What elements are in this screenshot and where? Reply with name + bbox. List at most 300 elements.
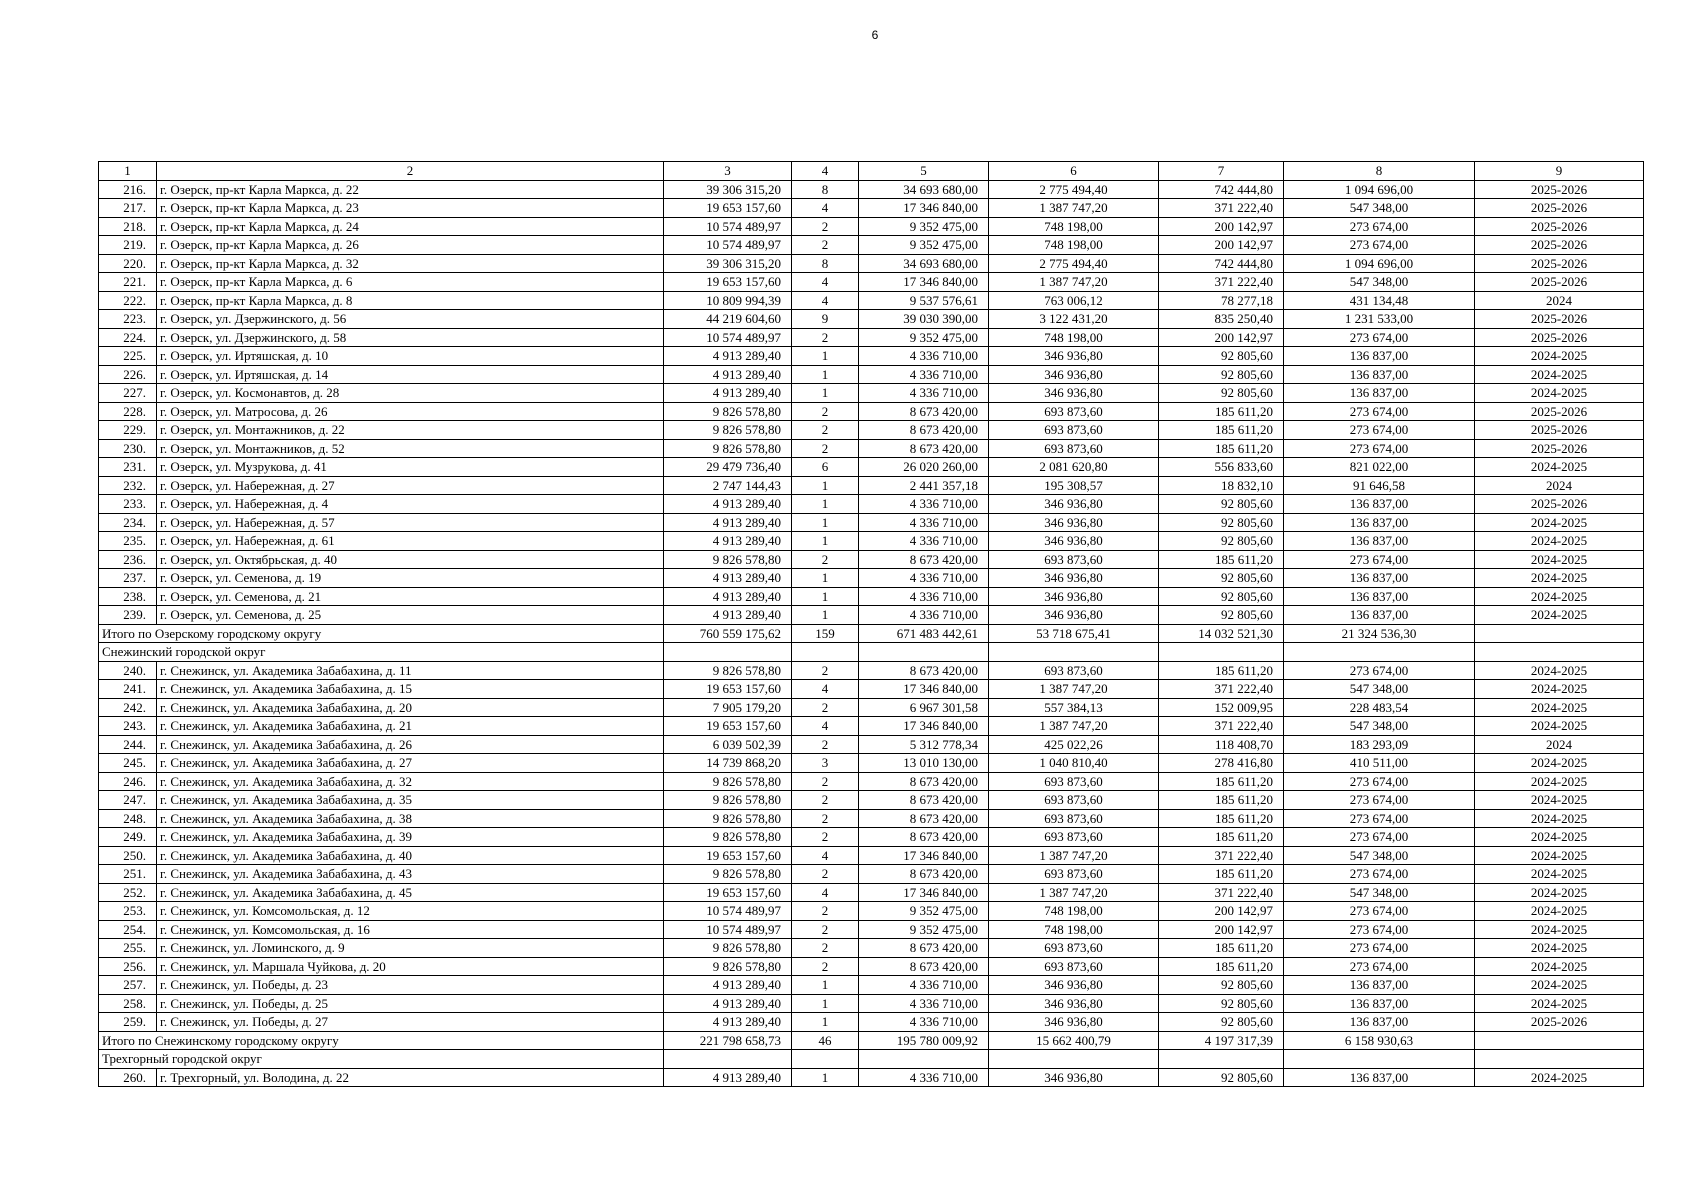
table-cell: 4 bbox=[792, 199, 859, 218]
table-cell: 346 936,80 bbox=[989, 347, 1159, 366]
table-cell: 2024-2025 bbox=[1475, 587, 1644, 606]
table-row bbox=[99, 458, 1644, 477]
table-cell: 136 837,00 bbox=[1284, 384, 1475, 403]
table-cell: г. Озерск, пр-кт Карла Маркса, д. 26 bbox=[157, 236, 664, 255]
table-cell: 2 bbox=[792, 421, 859, 440]
table-cell: 278 416,80 bbox=[1159, 754, 1284, 773]
table-cell: 92 805,60 bbox=[1159, 587, 1284, 606]
table-row bbox=[99, 199, 1644, 218]
table-cell: 2024-2025 bbox=[1475, 957, 1644, 976]
table-cell: 273 674,00 bbox=[1284, 661, 1475, 680]
table-row bbox=[99, 1013, 1644, 1032]
table-cell: г. Снежинск, ул. Комсомольская, д. 12 bbox=[157, 902, 664, 921]
table-cell: г. Снежинск, ул. Академика Забабахина, д. 35 bbox=[157, 791, 664, 810]
table-cell: 39 306 315,20 bbox=[664, 254, 792, 273]
column-number-cell: 2 bbox=[157, 162, 664, 181]
table-cell: г. Озерск, ул. Набережная, д. 4 bbox=[157, 495, 664, 514]
table-cell: 2024-2025 bbox=[1475, 939, 1644, 958]
table-cell: 241. bbox=[99, 680, 157, 699]
table-cell: 2024-2025 bbox=[1475, 532, 1644, 551]
table-cell: 200 142,97 bbox=[1159, 902, 1284, 921]
table-row bbox=[99, 236, 1644, 255]
table-row bbox=[99, 569, 1644, 588]
table-cell: 4 bbox=[792, 273, 859, 292]
table-cell: 346 936,80 bbox=[989, 1013, 1159, 1032]
table-cell: 9 826 578,80 bbox=[664, 661, 792, 680]
table-cell: 2024-2025 bbox=[1475, 513, 1644, 532]
table-row bbox=[99, 606, 1644, 625]
table-cell: 222. bbox=[99, 291, 157, 310]
table-cell: 273 674,00 bbox=[1284, 791, 1475, 810]
table-row bbox=[99, 476, 1644, 495]
empty-cell bbox=[1284, 643, 1475, 662]
table-cell: 195 308,57 bbox=[989, 476, 1159, 495]
table-cell: г. Озерск, ул. Набережная, д. 61 bbox=[157, 532, 664, 551]
table-cell: 92 805,60 bbox=[1159, 365, 1284, 384]
table-cell: 136 837,00 bbox=[1284, 569, 1475, 588]
table-cell: 8 673 420,00 bbox=[859, 439, 989, 458]
table-cell: 1 094 696,00 bbox=[1284, 180, 1475, 199]
table-cell: 136 837,00 bbox=[1284, 587, 1475, 606]
table-cell: 821 022,00 bbox=[1284, 458, 1475, 477]
table-cell: 2 bbox=[792, 809, 859, 828]
table-cell: 254. bbox=[99, 920, 157, 939]
table-cell: 221. bbox=[99, 273, 157, 292]
table-cell: 4 336 710,00 bbox=[859, 976, 989, 995]
table-cell: 346 936,80 bbox=[989, 587, 1159, 606]
table-cell: 4 913 289,40 bbox=[664, 606, 792, 625]
table-row bbox=[99, 384, 1644, 403]
table-cell: 2 bbox=[792, 791, 859, 810]
table-cell: 2024-2025 bbox=[1475, 865, 1644, 884]
table-cell: 4 bbox=[792, 846, 859, 865]
table-cell: 693 873,60 bbox=[989, 439, 1159, 458]
table-cell: 9 826 578,80 bbox=[664, 809, 792, 828]
table-cell: 371 222,40 bbox=[1159, 273, 1284, 292]
table-cell: 248. bbox=[99, 809, 157, 828]
table-cell: 92 805,60 bbox=[1159, 994, 1284, 1013]
table-cell: 2024 bbox=[1475, 476, 1644, 495]
table-cell: 1 231 533,00 bbox=[1284, 310, 1475, 329]
table-row bbox=[99, 957, 1644, 976]
table-cell: 8 673 420,00 bbox=[859, 865, 989, 884]
table-cell: 8 673 420,00 bbox=[859, 957, 989, 976]
table-cell: 9 826 578,80 bbox=[664, 865, 792, 884]
table-cell: г. Озерск, ул. Семенова, д. 19 bbox=[157, 569, 664, 588]
table-row bbox=[99, 661, 1644, 680]
table-cell: 2024-2025 bbox=[1475, 365, 1644, 384]
table-cell: 1 bbox=[792, 994, 859, 1013]
table-cell: 2024-2025 bbox=[1475, 347, 1644, 366]
table-row bbox=[99, 180, 1644, 199]
table-cell: 8 bbox=[792, 254, 859, 273]
table-cell: 1 387 747,20 bbox=[989, 717, 1159, 736]
table-cell: 2024-2025 bbox=[1475, 550, 1644, 569]
table-cell: 39 306 315,20 bbox=[664, 180, 792, 199]
table-cell: 17 346 840,00 bbox=[859, 680, 989, 699]
table-cell: 239. bbox=[99, 606, 157, 625]
total-cell: 4 197 317,39 bbox=[1159, 1031, 1284, 1050]
table-cell: 2 bbox=[792, 920, 859, 939]
table-row bbox=[99, 939, 1644, 958]
table-cell: г. Снежинск, ул. Академика Забабахина, д. 43 bbox=[157, 865, 664, 884]
table-cell: 234. bbox=[99, 513, 157, 532]
table-cell: 547 348,00 bbox=[1284, 680, 1475, 699]
table-cell: 2025-2026 bbox=[1475, 217, 1644, 236]
table-cell: 185 611,20 bbox=[1159, 809, 1284, 828]
table-cell: 8 673 420,00 bbox=[859, 550, 989, 569]
table-cell: 185 611,20 bbox=[1159, 439, 1284, 458]
table-cell: 1 387 747,20 bbox=[989, 680, 1159, 699]
table-cell: 410 511,00 bbox=[1284, 754, 1475, 773]
table-cell: 1 bbox=[792, 606, 859, 625]
table-cell: 371 222,40 bbox=[1159, 680, 1284, 699]
table-row bbox=[99, 976, 1644, 995]
table-cell: 185 611,20 bbox=[1159, 550, 1284, 569]
table-row bbox=[99, 791, 1644, 810]
table-cell: 2 bbox=[792, 328, 859, 347]
table-cell: 2024-2025 bbox=[1475, 902, 1644, 921]
table-row bbox=[99, 754, 1644, 773]
table-cell: 9 826 578,80 bbox=[664, 957, 792, 976]
table-cell: 91 646,58 bbox=[1284, 476, 1475, 495]
table-cell: 4 913 289,40 bbox=[664, 384, 792, 403]
table-cell: 273 674,00 bbox=[1284, 957, 1475, 976]
table-row bbox=[99, 587, 1644, 606]
table-cell: 2024-2025 bbox=[1475, 791, 1644, 810]
table-cell: 252. bbox=[99, 883, 157, 902]
table-row bbox=[99, 365, 1644, 384]
table-cell: г. Озерск, ул. Семенова, д. 25 bbox=[157, 606, 664, 625]
table-cell: 7 905 179,20 bbox=[664, 698, 792, 717]
table-cell: 34 693 680,00 bbox=[859, 254, 989, 273]
table-cell: 232. bbox=[99, 476, 157, 495]
table-cell: 2 bbox=[792, 939, 859, 958]
table-cell: 226. bbox=[99, 365, 157, 384]
table-cell: 185 611,20 bbox=[1159, 772, 1284, 791]
table-cell: 4 913 289,40 bbox=[664, 532, 792, 551]
table-cell: 9 352 475,00 bbox=[859, 217, 989, 236]
table-cell: 4 913 289,40 bbox=[664, 1068, 792, 1087]
table-cell: 218. bbox=[99, 217, 157, 236]
table-cell: 547 348,00 bbox=[1284, 846, 1475, 865]
table-row bbox=[99, 532, 1644, 551]
table-cell: 6 039 502,39 bbox=[664, 735, 792, 754]
table-cell: 19 653 157,60 bbox=[664, 717, 792, 736]
section-title: Снежинский городской округ bbox=[99, 643, 664, 662]
table-cell: 258. bbox=[99, 994, 157, 1013]
table-cell: 2 bbox=[792, 402, 859, 421]
table-cell: 92 805,60 bbox=[1159, 495, 1284, 514]
table-cell: 4 336 710,00 bbox=[859, 495, 989, 514]
table-cell: 92 805,60 bbox=[1159, 532, 1284, 551]
table-cell: г. Снежинск, ул. Победы, д. 23 bbox=[157, 976, 664, 995]
table-cell: 2025-2026 bbox=[1475, 495, 1644, 514]
table-cell: 4 913 289,40 bbox=[664, 1013, 792, 1032]
table-cell: 4 336 710,00 bbox=[859, 384, 989, 403]
total-row bbox=[99, 624, 1644, 643]
table-cell: 8 673 420,00 bbox=[859, 809, 989, 828]
table-cell: 742 444,80 bbox=[1159, 254, 1284, 273]
table-cell: 44 219 604,60 bbox=[664, 310, 792, 329]
table-cell: 2024-2025 bbox=[1475, 828, 1644, 847]
table-cell: 693 873,60 bbox=[989, 550, 1159, 569]
table-cell: 185 611,20 bbox=[1159, 865, 1284, 884]
table-cell: 257. bbox=[99, 976, 157, 995]
table-cell: 249. bbox=[99, 828, 157, 847]
table-cell: г. Снежинск, ул. Победы, д. 27 bbox=[157, 1013, 664, 1032]
table-cell: г. Снежинск, ул. Академика Забабахина, д. 11 bbox=[157, 661, 664, 680]
table-cell: 273 674,00 bbox=[1284, 939, 1475, 958]
table-cell: 1 094 696,00 bbox=[1284, 254, 1475, 273]
table-cell: 17 346 840,00 bbox=[859, 846, 989, 865]
table-cell: 6 bbox=[792, 458, 859, 477]
table-cell: 547 348,00 bbox=[1284, 883, 1475, 902]
table-cell: 92 805,60 bbox=[1159, 1068, 1284, 1087]
table-cell: 4 913 289,40 bbox=[664, 513, 792, 532]
table-cell: г. Озерск, пр-кт Карла Маркса, д. 32 bbox=[157, 254, 664, 273]
empty-cell bbox=[1475, 643, 1644, 662]
table-cell: 256. bbox=[99, 957, 157, 976]
table-cell: 2024-2025 bbox=[1475, 1068, 1644, 1087]
table-cell: 9 352 475,00 bbox=[859, 902, 989, 921]
table-cell: 4 913 289,40 bbox=[664, 365, 792, 384]
table-cell: г. Озерск, ул. Монтажников, д. 52 bbox=[157, 439, 664, 458]
table-cell: 237. bbox=[99, 569, 157, 588]
table-cell: 1 bbox=[792, 569, 859, 588]
table-cell: 547 348,00 bbox=[1284, 717, 1475, 736]
table-cell: 2025-2026 bbox=[1475, 254, 1644, 273]
column-number-cell: 9 bbox=[1475, 162, 1644, 181]
table-cell: г. Снежинск, ул. Маршала Чуйкова, д. 20 bbox=[157, 957, 664, 976]
table-cell: 136 837,00 bbox=[1284, 1068, 1475, 1087]
table-cell: 8 673 420,00 bbox=[859, 939, 989, 958]
column-number-cell: 3 bbox=[664, 162, 792, 181]
table-cell: 19 653 157,60 bbox=[664, 199, 792, 218]
table-cell: 1 bbox=[792, 587, 859, 606]
table-cell: 92 805,60 bbox=[1159, 347, 1284, 366]
table-cell: 92 805,60 bbox=[1159, 606, 1284, 625]
table-cell: 9 bbox=[792, 310, 859, 329]
table-cell: 693 873,60 bbox=[989, 421, 1159, 440]
table-cell: 2 bbox=[792, 661, 859, 680]
table-cell: 260. bbox=[99, 1068, 157, 1087]
table-cell: 246. bbox=[99, 772, 157, 791]
table-cell: 1 bbox=[792, 976, 859, 995]
table-cell: 346 936,80 bbox=[989, 365, 1159, 384]
table-cell: 227. bbox=[99, 384, 157, 403]
empty-cell bbox=[792, 643, 859, 662]
table-cell: 547 348,00 bbox=[1284, 199, 1475, 218]
table-cell: 1 387 747,20 bbox=[989, 883, 1159, 902]
column-number-cell: 6 bbox=[989, 162, 1159, 181]
table-row bbox=[99, 828, 1644, 847]
table-cell: 547 348,00 bbox=[1284, 273, 1475, 292]
table-cell: 2024-2025 bbox=[1475, 569, 1644, 588]
table-cell: г. Озерск, ул. Набережная, д. 57 bbox=[157, 513, 664, 532]
empty-cell bbox=[1475, 1050, 1644, 1069]
total-cell: 15 662 400,79 bbox=[989, 1031, 1159, 1050]
table-cell: 136 837,00 bbox=[1284, 994, 1475, 1013]
column-number-cell: 7 bbox=[1159, 162, 1284, 181]
table-cell: 34 693 680,00 bbox=[859, 180, 989, 199]
table-cell: 346 936,80 bbox=[989, 976, 1159, 995]
table-cell: 9 826 578,80 bbox=[664, 772, 792, 791]
table-cell: 8 bbox=[792, 180, 859, 199]
column-number-cell: 4 bbox=[792, 162, 859, 181]
table-cell: 4 bbox=[792, 717, 859, 736]
table-cell: 2024-2025 bbox=[1475, 717, 1644, 736]
table-cell: 200 142,97 bbox=[1159, 236, 1284, 255]
table-cell: 8 673 420,00 bbox=[859, 791, 989, 810]
table-cell: 2 bbox=[792, 550, 859, 569]
table-cell: 5 312 778,34 bbox=[859, 735, 989, 754]
empty-cell bbox=[792, 1050, 859, 1069]
table-cell: 273 674,00 bbox=[1284, 217, 1475, 236]
table-cell: 224. bbox=[99, 328, 157, 347]
table-row bbox=[99, 495, 1644, 514]
table-row bbox=[99, 772, 1644, 791]
table-cell: 557 384,13 bbox=[989, 698, 1159, 717]
table-cell: 2025-2026 bbox=[1475, 439, 1644, 458]
table-cell: 693 873,60 bbox=[989, 661, 1159, 680]
table-cell: 250. bbox=[99, 846, 157, 865]
table-row bbox=[99, 550, 1644, 569]
table-cell: 9 826 578,80 bbox=[664, 402, 792, 421]
table-cell: 4 bbox=[792, 883, 859, 902]
table-cell: 748 198,00 bbox=[989, 920, 1159, 939]
table-cell: 4 336 710,00 bbox=[859, 513, 989, 532]
table-cell: 2025-2026 bbox=[1475, 310, 1644, 329]
table-cell: 2 bbox=[792, 772, 859, 791]
table-row bbox=[99, 347, 1644, 366]
table-cell: 693 873,60 bbox=[989, 772, 1159, 791]
table-row bbox=[99, 717, 1644, 736]
table-cell: г. Снежинск, ул. Академика Забабахина, д. 20 bbox=[157, 698, 664, 717]
table-cell: 4 336 710,00 bbox=[859, 569, 989, 588]
table-cell: 346 936,80 bbox=[989, 384, 1159, 403]
table-cell: 4 913 289,40 bbox=[664, 569, 792, 588]
table-cell: 3 bbox=[792, 754, 859, 773]
table-row bbox=[99, 920, 1644, 939]
table-cell: 4 913 289,40 bbox=[664, 587, 792, 606]
table-cell: 2024-2025 bbox=[1475, 606, 1644, 625]
table-cell: 10 574 489,97 bbox=[664, 217, 792, 236]
table-cell: 236. bbox=[99, 550, 157, 569]
table-cell: г. Озерск, ул. Матросова, д. 26 bbox=[157, 402, 664, 421]
table-cell: 185 611,20 bbox=[1159, 957, 1284, 976]
table-cell: г. Снежинск, ул. Академика Забабахина, д. 21 bbox=[157, 717, 664, 736]
table-cell: 17 346 840,00 bbox=[859, 273, 989, 292]
table-cell: 273 674,00 bbox=[1284, 809, 1475, 828]
total-cell: 671 483 442,61 bbox=[859, 624, 989, 643]
table-row bbox=[99, 439, 1644, 458]
table-cell: 693 873,60 bbox=[989, 939, 1159, 958]
table-cell: 9 352 475,00 bbox=[859, 236, 989, 255]
table-cell: 259. bbox=[99, 1013, 157, 1032]
table-cell: 9 826 578,80 bbox=[664, 791, 792, 810]
table-cell: г. Трехгорный, ул. Володина, д. 22 bbox=[157, 1068, 664, 1087]
table-cell: 233. bbox=[99, 495, 157, 514]
total-cell: 760 559 175,62 bbox=[664, 624, 792, 643]
table-cell: 9 352 475,00 bbox=[859, 328, 989, 347]
table-cell: 1 bbox=[792, 1013, 859, 1032]
table-cell: 1 bbox=[792, 513, 859, 532]
table-row bbox=[99, 273, 1644, 292]
table-cell: 136 837,00 bbox=[1284, 365, 1475, 384]
page-number: 6 bbox=[871, 28, 879, 42]
table-cell: 273 674,00 bbox=[1284, 828, 1475, 847]
table-cell: 19 653 157,60 bbox=[664, 680, 792, 699]
table-cell: г. Озерск, пр-кт Карла Маркса, д. 6 bbox=[157, 273, 664, 292]
table-cell: г. Озерск, ул. Космонавтов, д. 28 bbox=[157, 384, 664, 403]
table-cell: 78 277,18 bbox=[1159, 291, 1284, 310]
table-cell: 185 611,20 bbox=[1159, 421, 1284, 440]
table-cell: 152 009,95 bbox=[1159, 698, 1284, 717]
table-cell: 136 837,00 bbox=[1284, 532, 1475, 551]
table-cell: 19 653 157,60 bbox=[664, 846, 792, 865]
table-cell: 39 030 390,00 bbox=[859, 310, 989, 329]
table-cell: 253. bbox=[99, 902, 157, 921]
table-cell: г. Снежинск, ул. Академика Забабахина, д. 26 bbox=[157, 735, 664, 754]
table-cell: 183 293,09 bbox=[1284, 735, 1475, 754]
table-cell: 273 674,00 bbox=[1284, 236, 1475, 255]
total-cell: 46 bbox=[792, 1031, 859, 1050]
table-cell: 10 574 489,97 bbox=[664, 902, 792, 921]
table-cell: 2024-2025 bbox=[1475, 994, 1644, 1013]
total-cell: 14 032 521,30 bbox=[1159, 624, 1284, 643]
table-cell: 2 bbox=[792, 735, 859, 754]
table-cell: 219. bbox=[99, 236, 157, 255]
table-cell: 243. bbox=[99, 717, 157, 736]
table-cell: 2 bbox=[792, 902, 859, 921]
empty-cell bbox=[859, 1050, 989, 1069]
table-cell: 2 bbox=[792, 865, 859, 884]
table-cell: 9 826 578,80 bbox=[664, 439, 792, 458]
table-cell: 273 674,00 bbox=[1284, 421, 1475, 440]
table-cell: 8 673 420,00 bbox=[859, 772, 989, 791]
table-cell: 2024-2025 bbox=[1475, 680, 1644, 699]
table-cell: 92 805,60 bbox=[1159, 384, 1284, 403]
table-cell: 748 198,00 bbox=[989, 328, 1159, 347]
table-cell: 2024-2025 bbox=[1475, 661, 1644, 680]
table-cell: 118 408,70 bbox=[1159, 735, 1284, 754]
table-cell: 273 674,00 bbox=[1284, 772, 1475, 791]
table-row bbox=[99, 994, 1644, 1013]
table-cell: 273 674,00 bbox=[1284, 402, 1475, 421]
table-cell: 8 673 420,00 bbox=[859, 661, 989, 680]
table-row bbox=[99, 846, 1644, 865]
table-cell: 431 134,48 bbox=[1284, 291, 1475, 310]
total-cell: 21 324 536,30 bbox=[1284, 624, 1475, 643]
section-title: Трехгорный городской округ bbox=[99, 1050, 664, 1069]
table-cell: г. Снежинск, ул. Академика Забабахина, д. 32 bbox=[157, 772, 664, 791]
table-cell: 4 913 289,40 bbox=[664, 976, 792, 995]
table-cell: 14 739 868,20 bbox=[664, 754, 792, 773]
table-cell: 2025-2026 bbox=[1475, 236, 1644, 255]
table-cell: 2 bbox=[792, 698, 859, 717]
total-cell: 6 158 930,63 bbox=[1284, 1031, 1475, 1050]
table-cell: г. Озерск, пр-кт Карла Маркса, д. 24 bbox=[157, 217, 664, 236]
empty-cell bbox=[664, 1050, 792, 1069]
table-cell: 9 537 576,61 bbox=[859, 291, 989, 310]
table-cell: 13 010 130,00 bbox=[859, 754, 989, 773]
table-cell: 2 775 494,40 bbox=[989, 180, 1159, 199]
table-cell: 19 653 157,60 bbox=[664, 883, 792, 902]
table-cell: г. Снежинск, ул. Академика Забабахина, д. 40 bbox=[157, 846, 664, 865]
table-cell: г. Снежинск, ул. Академика Забабахина, д. 45 bbox=[157, 883, 664, 902]
table-cell: 8 673 420,00 bbox=[859, 402, 989, 421]
